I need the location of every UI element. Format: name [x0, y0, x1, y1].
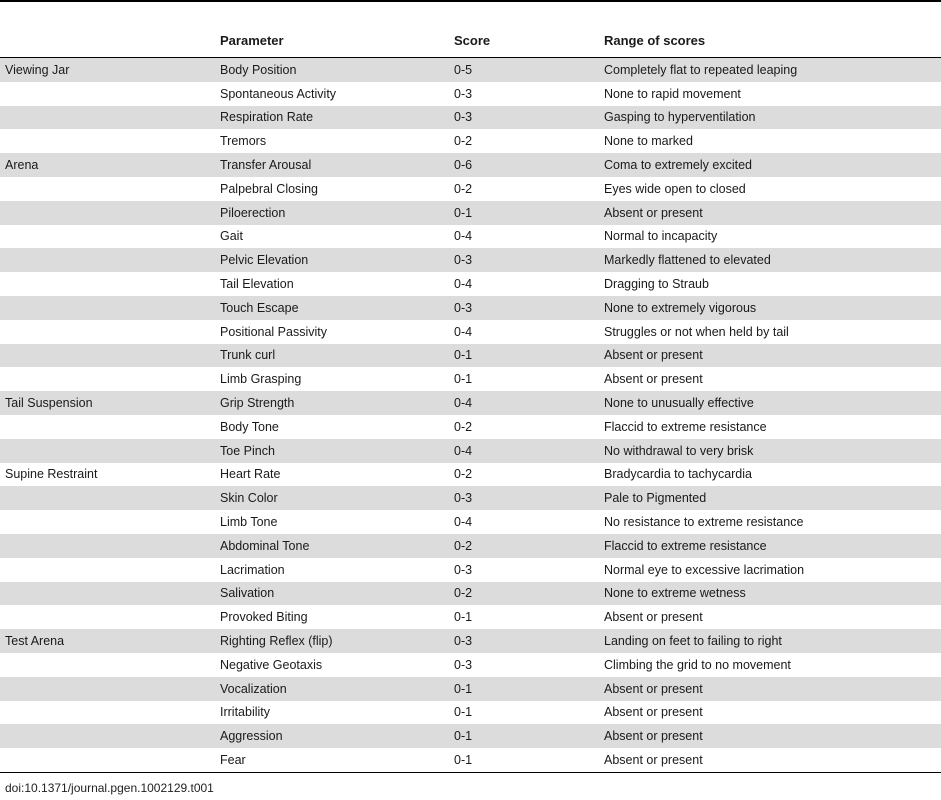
cell-parameter: Aggression: [220, 724, 454, 748]
cell-score: 0-1: [454, 201, 604, 225]
cell-group: [0, 296, 220, 320]
table-row: [0, 177, 941, 201]
top-rule: [0, 0, 941, 2]
cell-range: Normal to incapacity: [604, 225, 941, 249]
header-score: Score: [454, 33, 491, 48]
cell-group: [0, 415, 220, 439]
cell-range: Absent or present: [604, 605, 941, 629]
cell-range: Dragging to Straub: [604, 272, 941, 296]
cell-group: [0, 677, 220, 701]
cell-range: None to extreme wetness: [604, 582, 941, 606]
cell-group: [0, 605, 220, 629]
cell-parameter: Grip Strength: [220, 391, 454, 415]
cell-group: Tail Suspension: [0, 391, 220, 415]
table-row: [0, 106, 941, 130]
cell-score: 0-3: [454, 629, 604, 653]
cell-score: 0-1: [454, 367, 604, 391]
cell-group: [0, 724, 220, 748]
cell-group: Supine Restraint: [0, 463, 220, 487]
cell-score: 0-1: [454, 701, 604, 725]
cell-range: None to unusually effective: [604, 391, 941, 415]
cell-range: Absent or present: [604, 344, 941, 368]
cell-group: [0, 225, 220, 249]
cell-score: 0-2: [454, 177, 604, 201]
header-parameter: Parameter: [220, 33, 284, 48]
cell-range: Coma to extremely excited: [604, 153, 941, 177]
cell-group: Test Arena: [0, 629, 220, 653]
cell-score: 0-1: [454, 677, 604, 701]
cell-range: Bradycardia to tachycardia: [604, 463, 941, 487]
cell-group: Arena: [0, 153, 220, 177]
cell-parameter: Gait: [220, 225, 454, 249]
table-row: [0, 367, 941, 391]
cell-range: Flaccid to extreme resistance: [604, 415, 941, 439]
cell-parameter: Abdominal Tone: [220, 534, 454, 558]
table-row: [0, 653, 941, 677]
cell-score: 0-3: [454, 486, 604, 510]
cell-parameter: Lacrimation: [220, 558, 454, 582]
cell-parameter: Pelvic Elevation: [220, 248, 454, 272]
cell-score: 0-3: [454, 106, 604, 130]
table-row: [0, 439, 941, 463]
cell-group: [0, 534, 220, 558]
table-row: [0, 415, 941, 439]
table-row: [0, 225, 941, 249]
cell-parameter: Limb Tone: [220, 510, 454, 534]
cell-group: [0, 367, 220, 391]
cell-score: 0-4: [454, 320, 604, 344]
cell-parameter: Vocalization: [220, 677, 454, 701]
cell-group: [0, 201, 220, 225]
cell-group: [0, 129, 220, 153]
cell-range: Completely flat to repeated leaping: [604, 58, 941, 82]
table-row: [0, 391, 941, 415]
cell-score: 0-4: [454, 225, 604, 249]
cell-group: [0, 748, 220, 772]
table-row: [0, 463, 941, 487]
table-row: [0, 272, 941, 296]
table-row: [0, 486, 941, 510]
cell-parameter: Tremors: [220, 129, 454, 153]
cell-range: Normal eye to excessive lacrimation: [604, 558, 941, 582]
cell-group: [0, 510, 220, 534]
cell-score: 0-2: [454, 129, 604, 153]
cell-range: Absent or present: [604, 748, 941, 772]
table-row: [0, 605, 941, 629]
cell-group: [0, 272, 220, 296]
cell-range: Absent or present: [604, 701, 941, 725]
cell-group: [0, 344, 220, 368]
cell-range: None to rapid movement: [604, 82, 941, 106]
cell-parameter: Irritability: [220, 701, 454, 725]
cell-parameter: Skin Color: [220, 486, 454, 510]
cell-range: None to extremely vigorous: [604, 296, 941, 320]
table-row: [0, 534, 941, 558]
cell-group: [0, 248, 220, 272]
cell-parameter: Palpebral Closing: [220, 177, 454, 201]
cell-group: [0, 701, 220, 725]
table-header: [0, 30, 941, 54]
cell-score: 0-1: [454, 748, 604, 772]
cell-parameter: Body Tone: [220, 415, 454, 439]
cell-group: [0, 486, 220, 510]
cell-range: No withdrawal to very brisk: [604, 439, 941, 463]
cell-parameter: Tail Elevation: [220, 272, 454, 296]
table-row: [0, 344, 941, 368]
table-row: [0, 558, 941, 582]
cell-range: Climbing the grid to no movement: [604, 653, 941, 677]
table-row: [0, 510, 941, 534]
cell-range: Pale to Pigmented: [604, 486, 941, 510]
cell-range: Absent or present: [604, 724, 941, 748]
table-row: [0, 201, 941, 225]
cell-score: 0-3: [454, 296, 604, 320]
cell-score: 0-4: [454, 272, 604, 296]
cell-group: [0, 320, 220, 344]
cell-parameter: Piloerection: [220, 201, 454, 225]
cell-parameter: Heart Rate: [220, 463, 454, 487]
table-row: [0, 724, 941, 748]
cell-range: Absent or present: [604, 367, 941, 391]
cell-parameter: Transfer Arousal: [220, 153, 454, 177]
table-row: [0, 320, 941, 344]
table-row: [0, 629, 941, 653]
cell-range: Absent or present: [604, 677, 941, 701]
cell-range: No resistance to extreme resistance: [604, 510, 941, 534]
table-row: [0, 748, 941, 772]
cell-score: 0-2: [454, 463, 604, 487]
table-body: [0, 58, 941, 772]
cell-score: 0-1: [454, 605, 604, 629]
cell-score: 0-3: [454, 82, 604, 106]
cell-score: 0-4: [454, 439, 604, 463]
cell-score: 0-1: [454, 724, 604, 748]
table-row: [0, 582, 941, 606]
table-row: [0, 153, 941, 177]
cell-range: Gasping to hyperventilation: [604, 106, 941, 130]
cell-parameter: Provoked Biting: [220, 605, 454, 629]
cell-range: Struggles or not when held by tail: [604, 320, 941, 344]
cell-score: 0-3: [454, 653, 604, 677]
cell-parameter: Limb Grasping: [220, 367, 454, 391]
cell-score: 0-1: [454, 344, 604, 368]
table-row: [0, 58, 941, 82]
cell-range: None to marked: [604, 129, 941, 153]
cell-score: 0-3: [454, 558, 604, 582]
cell-score: 0-3: [454, 248, 604, 272]
cell-group: [0, 177, 220, 201]
doi-caption: doi:10.1371/journal.pgen.1002129.t001: [5, 781, 214, 795]
cell-parameter: Toe Pinch: [220, 439, 454, 463]
cell-score: 0-2: [454, 582, 604, 606]
cell-parameter: Positional Passivity: [220, 320, 454, 344]
cell-group: [0, 439, 220, 463]
cell-score: 0-2: [454, 415, 604, 439]
table-row: [0, 296, 941, 320]
table-row: [0, 677, 941, 701]
table-row: [0, 129, 941, 153]
table-row: [0, 248, 941, 272]
cell-group: [0, 558, 220, 582]
cell-group: [0, 82, 220, 106]
cell-score: 0-4: [454, 391, 604, 415]
cell-parameter: Respiration Rate: [220, 106, 454, 130]
cell-range: Flaccid to extreme resistance: [604, 534, 941, 558]
cell-range: Landing on feet to failing to right: [604, 629, 941, 653]
cell-parameter: Salivation: [220, 582, 454, 606]
cell-parameter: Trunk curl: [220, 344, 454, 368]
cell-group: [0, 106, 220, 130]
cell-score: 0-5: [454, 58, 604, 82]
cell-group: Viewing Jar: [0, 58, 220, 82]
table-row: [0, 701, 941, 725]
table-row: [0, 82, 941, 106]
cell-range: Eyes wide open to closed: [604, 177, 941, 201]
cell-group: [0, 653, 220, 677]
cell-parameter: Body Position: [220, 58, 454, 82]
cell-range: Markedly flattened to elevated: [604, 248, 941, 272]
cell-parameter: Negative Geotaxis: [220, 653, 454, 677]
scores-table: [0, 58, 941, 772]
cell-score: 0-2: [454, 534, 604, 558]
cell-parameter: Fear: [220, 748, 454, 772]
cell-parameter: Righting Reflex (flip): [220, 629, 454, 653]
cell-range: Absent or present: [604, 201, 941, 225]
bottom-rule: [0, 772, 941, 773]
cell-parameter: Touch Escape: [220, 296, 454, 320]
cell-score: 0-4: [454, 510, 604, 534]
cell-parameter: Spontaneous Activity: [220, 82, 454, 106]
header-range: Range of scores: [604, 33, 706, 48]
cell-score: 0-6: [454, 153, 604, 177]
cell-group: [0, 582, 220, 606]
